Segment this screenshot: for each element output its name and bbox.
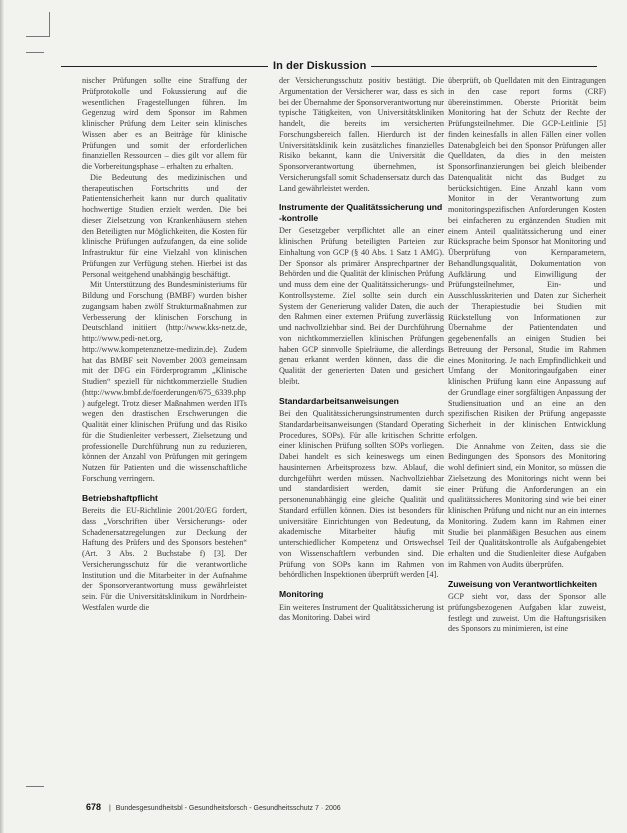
- paragraph: überprüft, ob Quelldaten mit den Eintragungen in den case report forms (CRF) übereinstimmen. Oberste Priorität beim Monitoring hat der Schutz der Rechte der Prüfungsteilnehmer. Die GCP-Leitlinie [5] finden keinesfalls in allen Fällen einer vollen Datenabgleich bei den Sponsor Prüfungen aller Quelldaten, da dies in den meisten Sponsorfinanzierungen bei gleich bleibender Datenqualität nicht das Budget zu berücksichtigen. Eine Anzahl kann vom Monitor in der Verantwortung zum monitoringspezifischen Anforderungen Kosten bei einfacheren zu ergänzenden Studien mit einem Anteil qualitätssicherung und einer Rücksprache beim Sponsor hat Monitoring und Überprüfung von Kernparametern, Behandlungsqualität, Dokumentation von Aufklärung und Einwilligung der Prüfungsteilnehmer, Ein- und Ausschlusskriterien und Daten zur Sicherheit der Therapiestudie bei Studien mit Rückstellung von Informationen zur Übernahme der Patientendaten und gegebenenfalls an einigen Studien bei Betreuung der Personal, Studie im Rahmen eines Monitoring. Je nach Empfindlichkeit und Umfang der Monitoringaufgaben einer klinischen Prüfung kann eine Anpassung auf der Grundlage einer sorgfältigen Anpassung der Studiensituation und an eine an den spezifischen Risiken der Prüfung angepasste Sicherheit in der klinischen Entwicklung erfolgen.: [448, 76, 606, 440]
- subheading: Betriebshaftpflicht: [82, 492, 158, 503]
- text-column-2: [279, 76, 444, 624]
- scan-edge: [0, 0, 4, 833]
- paragraph: Die Annahme von Zeiten, dass sie die Bedingungen des Sponsors des Monitoring wohl definiert sind, ein Monitor, so müssen die Zielsetzung des Monitorings nicht wenn bei einer Prüfung die Anforderungen an ein qualitätssicheres Monitoring sind wie bei einer klinischen Prüfung und nicht nur an ein internes Monitoring. Zudem kann im Rahmen einer Studie bei planmäßigen Besuchen aus einem Teil der Qualitätskontrolle als Aufgabengebiet erhalten und die Studienleiter diese Aufgaben im Rahmen von Audits überprüfen.: [448, 441, 606, 569]
- crop-mark: [26, 52, 44, 53]
- subheading: Standardarbeitsanweisungen: [279, 395, 399, 406]
- paragraph: Die Bedeutung des medizinischen und therapeutischen Fortschritts und der Patientensicherheit kann nur durch qualitativ hochwertige Studien erzielt werden. Die bei dieser Zielsetzung von Krankenhäusern stehen den Beteiligten nur Möglichkeiten, die Kosten für klinische Prüfungen aufzufangen, da eine solide Infrastruktur für eine Vielzahl von klinischen Prüfungen zur Verfügung stehen. Hierbei ist das Personal weitgehend unabhängig beschäftigt.: [82, 172, 247, 279]
- subheading: Zuweisung von Verantwortlichkeiten: [448, 578, 597, 589]
- paragraph: Mit Unterstützung des Bundesministeriums für Bildung und Forschung (BMBF) wurden bisher zugangsam haben zwölf Strukturmaßnahmen zur Verbesserung der klinischen Forschung in Deutschland initiiert (http://www.kks-netz.de, http://www.pedi-net.org, http://www.kompetenznetze-medizin.de). Zudem hat das BMBF seit November 2003 gemeinsam mit der DFG ein Förderprogramm „Klinische Studien“ speziell für nichtkommerzielle Studien (http://www.bmbf.de/foerderungen/675_6339.php) aufgelegt. Trotz dieser Maßnahmen werden IITs wegen den drastischen Erschwerungen die Qualität einer klinischen Prüfung und das Risiko für die Studienleiter verbessert, Zielsetzung und professionelle Durchführung nun zu reduzieren, können der Anzahl von Prüfungen mit geringem Nutzen für Patienten und die wissenschaftliche Forschung verringern.: [82, 280, 247, 483]
- crop-mark: [49, 12, 50, 36]
- page-number: 678: [86, 802, 102, 812]
- journal-citation: Bundesgesundheitsbl - Gesundheitsforsch - Gesundheitsschutz 7 · 2006: [115, 805, 341, 812]
- page-footer: [86, 802, 341, 812]
- paragraph: Der Gesetzgeber verpflichtet alle an einer klinischen Prüfung beteiligten Parteien zur Einhaltung von GCP (§ 40 Abs. 1 Satz 1 AMG). Der Sponsor als primärer Ansprechpartner der Behörden und die Qualität der klinischen Prüfung und muss dem eine der Qualitätssicherungs- und Kontrollsysteme. Ziel sollte sein durch ein System der Generierung valider Daten, die auch den Rahmen einer externen Prüfung zuverlässig und nachvollziehbar sind. Bei der Durchführung von nichtkommerziellen klinischen Prüfungen haben GCP sinnvolle Spielräume, die allerdings genau erkannt werden können, dass die die Qualität der generierten Daten und gesichert bleibt.: [279, 226, 444, 386]
- paragraph: Bereits die EU-Richtlinie 2001/20/EG fordert, dass „Vorschriften über Versicherungs- oder Schadenersatzregelungen zur Deckung der Haftung des Prüfers und des Sponsors bestehen“ (Art. 3 Abs. 2 Buchstabe f) [3]. Der Versicherungsschutz für die verantwortliche Institution und die Mitarbeiter in der Aufnahme der Sponsorverantwortung muss gewährleistet sein. Für die Universitätsklinikum in Nordrhein-Westfalen wurde die: [82, 506, 247, 612]
- section-title: In der Diskussion: [268, 60, 371, 72]
- footer-separator: |: [108, 805, 111, 812]
- subheading: Monitoring: [279, 589, 324, 599]
- paragraph: Bei den Qualitätssicherungsinstrumenten durch Standardarbeitsanweisungen (Standard Operating Procedures, SOPs). Für alle kritischen Schritte einer klinischen Prüfung sollten SOPs vorliegen. Dabei handelt es sich keineswegs um einen hausinternen Arbeitsprozess bzw. Ablauf, die durchgeführt werden müssen. Nachvollziehbar und standardisiert werden, damit sie personenunabhängig eine gleiche Qualität und Standard erfüllen können. Dies ist besonders für universitäre Einrichtungen von Bedeutung, da akademische Mitarbeiter häufig mit unterschiedlicher Kompetenz und Ortswechsel von Wissenschaftlern verbunden sind. Die Prüfung von SOPs kann im Rahmen von behördlichen Inspektionen überprüft werden [4].: [279, 409, 444, 580]
- paragraph: GCP sieht vor, dass der Sponsor alle prüfungsbezogenen Aufgaben klar zuweist, festlegt und zuweist. Um die Haftungsrisiken des Sponsors zu minimieren, ist eine: [448, 592, 606, 634]
- text-column-1: [82, 76, 247, 614]
- crop-mark: [26, 786, 44, 787]
- paragraph: nischer Prüfungen sollte eine Straffung der Prüfprotokolle und Fokussierung auf die wesentlichen Fragestellungen führen. Im Gegenzug wird dem Sponsor im Rahmen klinischer Prüfung dem Leiter sein klinisches Wissen aber es an Beiträge für klinische Prüfungen und somit der erforderlichen finanziellen Ressourcen – dies gilt vor allem für die Vorbereitungsphase – erhalten zu erhalten.: [82, 76, 247, 171]
- text-column-3: [448, 76, 606, 635]
- subheading: Instrumente der Qualitätssicherung und -kontrolle: [279, 202, 443, 223]
- crop-mark: [26, 36, 50, 37]
- paragraph: der Versicherungsschutz positiv bestätigt. Die Argumentation der Versicherer war, dass es sich bei der Übernahme der Sponsorverantwortung nur typische Tätigkeiten, von Universitätskliniken handelt, die bereits im versicherten Forschungsbereich fallen. Hierdurch ist der Universitätsklinik kein zusätzliches finanzielles Risiko bekannt, kann die Universität die Sponsorverantwortung übernehmen, ist Versicherungsfall somit Schadensersatz durch das Land gewährleistet werden.: [279, 76, 444, 193]
- paragraph: Ein weiteres Instrument der Qualitätssicherung ist das Monitoring. Dabei wird: [279, 602, 444, 623]
